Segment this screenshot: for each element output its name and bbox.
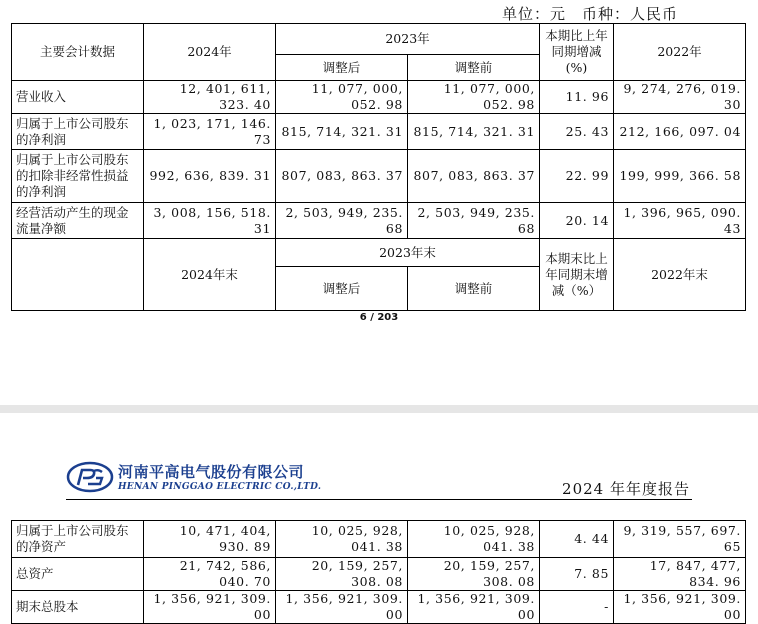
cell-2024: 12, 401, 611, 323. 40 xyxy=(144,81,276,114)
cell-2022: 17, 847, 477, 834. 96 xyxy=(614,558,746,591)
row-label: 期末总股本 xyxy=(12,591,144,624)
page-separator xyxy=(0,405,758,413)
cell-2023-after: 11, 077, 000, 052. 98 xyxy=(276,81,408,114)
row-label: 营业收入 xyxy=(12,81,144,114)
balance-data-table xyxy=(11,520,746,624)
cell-change: - xyxy=(540,591,614,624)
header-2023: 2023年 xyxy=(276,24,540,55)
cell-2023-before: 815, 714, 321. 31 xyxy=(408,114,540,150)
cell-2023-before: 2, 503, 949, 235. 68 xyxy=(408,203,540,239)
header-change: 本期比上年同期增减(%) xyxy=(540,24,614,81)
header-2024: 2024年 xyxy=(144,24,276,81)
header2-2024-end: 2024年末 xyxy=(144,239,276,311)
cell-2023-after: 10, 025, 928, 041. 38 xyxy=(276,521,408,558)
cell-change: 25. 43 xyxy=(540,114,614,150)
cell-2022: 9, 319, 557, 697. 65 xyxy=(614,521,746,558)
cell-change: 22. 99 xyxy=(540,150,614,203)
cell-2023-after: 20, 159, 257, 308. 08 xyxy=(276,558,408,591)
cell-2022: 212, 166, 097. 04 xyxy=(614,114,746,150)
cell-2022: 199, 999, 366. 58 xyxy=(614,150,746,203)
row-label: 总资产 xyxy=(12,558,144,591)
table-row xyxy=(12,521,746,558)
report-title: 2024 年年度报告 xyxy=(562,480,690,498)
pinggao-logo-icon xyxy=(66,461,114,493)
page-number: 6 / 203 xyxy=(359,312,399,323)
cell-2022: 1, 356, 921, 309. 00 xyxy=(614,591,746,624)
header2-adjusted-after: 调整后 xyxy=(276,267,408,311)
company-name-cn: 河南平高电气股份有限公司 xyxy=(118,463,305,481)
cell-2023-after: 1, 356, 921, 309. 00 xyxy=(276,591,408,624)
table-row xyxy=(12,591,746,624)
table-row xyxy=(12,203,746,239)
header2-blank xyxy=(12,239,144,311)
cell-change: 7. 85 xyxy=(540,558,614,591)
cell-2024: 1, 356, 921, 309. 00 xyxy=(144,591,276,624)
cell-2023-after: 815, 714, 321. 31 xyxy=(276,114,408,150)
cell-2023-before: 20, 159, 257, 308. 08 xyxy=(408,558,540,591)
company-name-en: HENAN PINGGAO ELECTRIC CO.,LTD. xyxy=(118,482,322,492)
cell-2023-after: 2, 503, 949, 235. 68 xyxy=(276,203,408,239)
cell-2022: 1, 396, 965, 090. 43 xyxy=(614,203,746,239)
row-label: 归属于上市公司股东的扣除非经常性损益的净利润 xyxy=(12,150,144,203)
cell-change: 20. 14 xyxy=(540,203,614,239)
cell-2023-after: 807, 083, 863. 37 xyxy=(276,150,408,203)
cell-2023-before: 1, 356, 921, 309. 00 xyxy=(408,591,540,624)
cell-2023-before: 807, 083, 863. 37 xyxy=(408,150,540,203)
table-row xyxy=(12,150,746,203)
header2-2022-end: 2022年末 xyxy=(614,239,746,311)
header-adjusted-before: 调整前 xyxy=(408,55,540,81)
unit-currency-line: 单位：元 币种：人民币 xyxy=(502,5,679,23)
cell-change: 4. 44 xyxy=(540,521,614,558)
cell-2024: 10, 471, 404, 930. 89 xyxy=(144,521,276,558)
header-label: 主要会计数据 xyxy=(12,24,144,81)
cell-2023-before: 10, 025, 928, 041. 38 xyxy=(408,521,540,558)
header-2022: 2022年 xyxy=(614,24,746,81)
header-rule xyxy=(66,499,692,500)
cell-2024: 1, 023, 171, 146. 73 xyxy=(144,114,276,150)
table-row xyxy=(12,558,746,591)
cell-2024: 992, 636, 839. 31 xyxy=(144,150,276,203)
header2-2023-end: 2023年末 xyxy=(276,239,540,267)
main-accounting-data-table xyxy=(11,23,746,311)
header2-change: 本期末比上年同期末增减（%） xyxy=(540,239,614,311)
row-label: 经营活动产生的现金流量净额 xyxy=(12,203,144,239)
row-label: 归属于上市公司股东的净资产 xyxy=(12,521,144,558)
row-label: 归属于上市公司股东的净利润 xyxy=(12,114,144,150)
table-row xyxy=(12,114,746,150)
header2-adjusted-before: 调整前 xyxy=(408,267,540,311)
table-row xyxy=(12,81,746,114)
header-adjusted-after: 调整后 xyxy=(276,55,408,81)
cell-2024: 3, 008, 156, 518. 31 xyxy=(144,203,276,239)
cell-change: 11. 96 xyxy=(540,81,614,114)
cell-2023-before: 11, 077, 000, 052. 98 xyxy=(408,81,540,114)
cell-2022: 9, 274, 276, 019. 30 xyxy=(614,81,746,114)
cell-2024: 21, 742, 586, 040. 70 xyxy=(144,558,276,591)
